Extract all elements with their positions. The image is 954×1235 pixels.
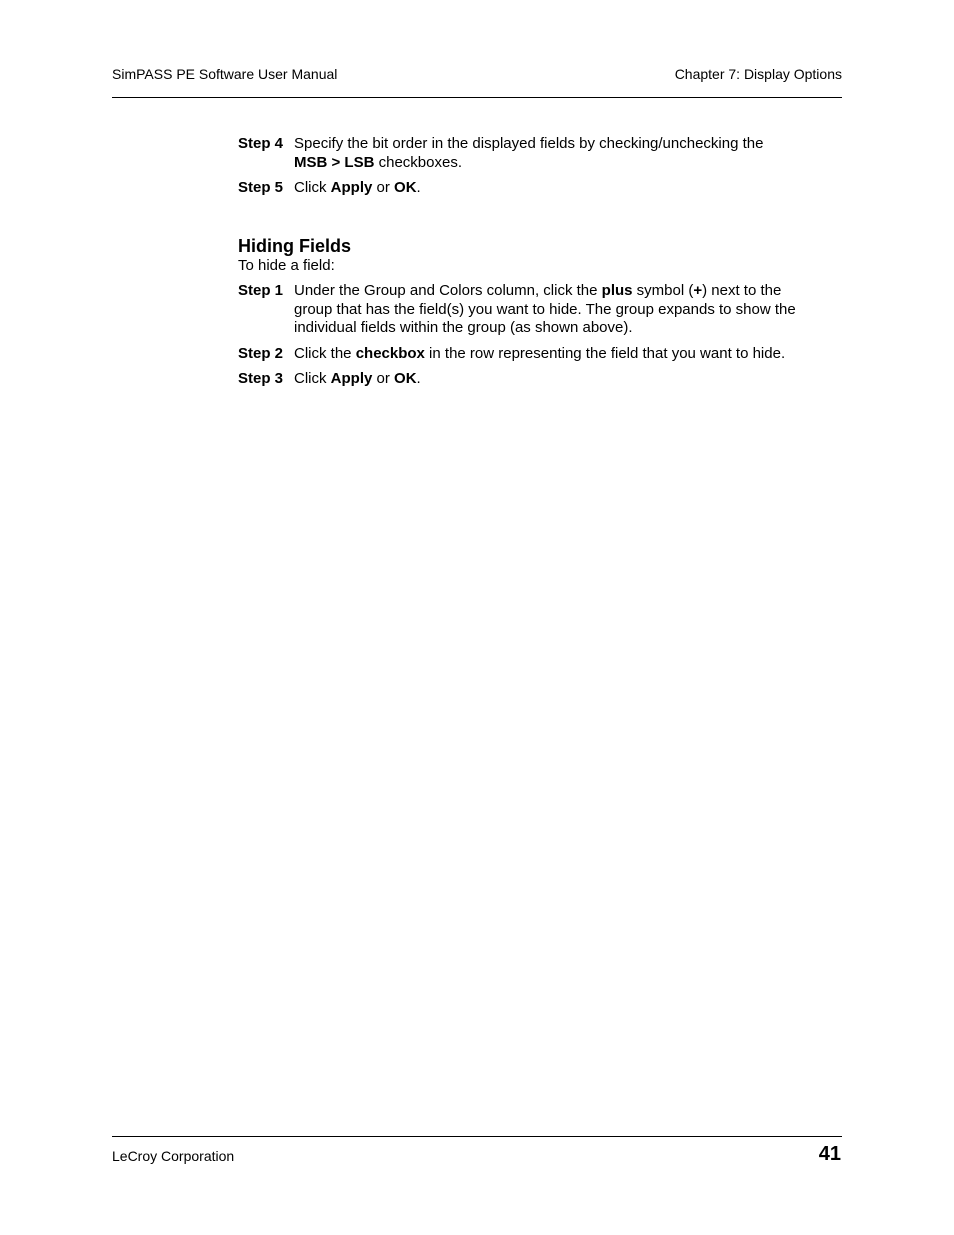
step-text-run: checkboxes. [374, 153, 462, 171]
step-text-run: Click [294, 370, 331, 387]
header-divider [112, 97, 842, 98]
step-label: Step 4 [238, 135, 284, 152]
step-text-emphasis: Apply [330, 370, 373, 387]
step-item [238, 179, 798, 198]
footer-divider [112, 1136, 842, 1137]
step-text-run: or [372, 179, 395, 196]
step-text-run: ) next to the group that has the field(s) you want to hide. The group expands to show the individual fields within the group (as shown above). [294, 282, 796, 336]
steps-top-list [238, 135, 798, 198]
step-label: Step 3 [238, 370, 284, 387]
step-text-run: or [372, 370, 395, 387]
step-text [294, 282, 798, 338]
step-text-run: . [416, 179, 421, 196]
steps-hide-list [238, 282, 798, 389]
step-text-emphasis: MSB > LSB [294, 153, 375, 171]
page-content [238, 135, 798, 396]
step-item [238, 282, 798, 338]
step-text-emphasis: checkbox [355, 344, 425, 362]
step-text [294, 135, 798, 172]
step-text-run: in the row representing the field that you want to hide. [424, 344, 786, 362]
page-number: 41 [818, 1143, 841, 1165]
step-text-run: . [416, 370, 421, 387]
step-text-emphasis: + [693, 282, 703, 299]
step-text-run: Under the Group and Colors column, click the [294, 282, 602, 299]
section-heading-hiding-fields: Hiding Fields [238, 235, 352, 256]
step-text-run: Specify the bit order in the displayed fields by checking/unchecking the [294, 135, 764, 152]
step-item [238, 370, 798, 389]
step-text-run: symbol ( [632, 282, 694, 299]
step-text [294, 370, 798, 389]
step-label: Step 1 [238, 282, 284, 299]
step-label: Step 5 [238, 179, 284, 196]
step-text-run: Click [294, 179, 331, 196]
header-chapter-title: Chapter 7: Display Options [674, 66, 842, 82]
header-manual-title: SimPASS PE Software User Manual [112, 66, 338, 82]
section-intro: To hide a field: [238, 256, 335, 274]
step-text-run: Click the [294, 344, 356, 362]
step-text-emphasis: OK [394, 179, 417, 196]
step-item [238, 135, 798, 172]
step-text-emphasis: Apply [330, 179, 373, 196]
step-text-emphasis: OK [394, 370, 417, 387]
step-item [238, 345, 798, 364]
step-text-emphasis: plus [601, 282, 633, 299]
step-text [294, 179, 798, 198]
step-text [294, 345, 798, 364]
step-label: Step 2 [238, 344, 284, 362]
footer-company: LeCroy Corporation [112, 1148, 235, 1164]
